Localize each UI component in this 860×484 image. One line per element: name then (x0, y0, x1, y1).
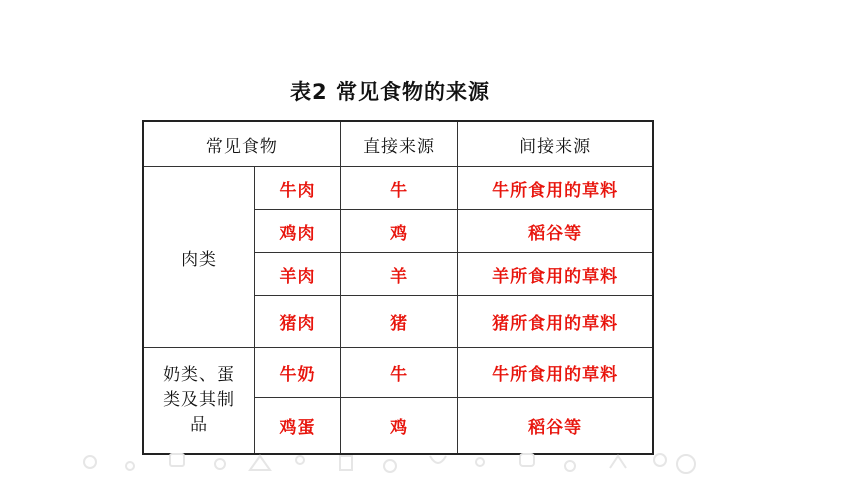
indirect-source-cell: 牛所食用的草料 (458, 167, 653, 210)
category-cell: 肉类 (143, 167, 255, 348)
indirect-source-cell: 羊所食用的草料 (458, 253, 653, 296)
food-cell: 鸡蛋 (255, 398, 341, 454)
food-cell: 鸡肉 (255, 210, 341, 253)
food-source-table (142, 120, 654, 455)
category-line: 品 (190, 414, 209, 435)
direct-source-cell: 牛 (340, 348, 458, 398)
category-line: 类及其制 (163, 389, 236, 410)
table-row (143, 167, 653, 210)
table-row (143, 348, 653, 398)
direct-source-cell: 猪 (340, 296, 458, 348)
direct-source-cell: 羊 (340, 253, 458, 296)
background-doodles (0, 440, 860, 484)
food-cell: 牛奶 (255, 348, 341, 398)
category-line: 奶类、蛋 (163, 364, 236, 385)
header-indirect: 间接来源 (458, 121, 653, 167)
food-cell: 猪肉 (255, 296, 341, 348)
food-cell: 羊肉 (255, 253, 341, 296)
header-direct: 直接来源 (340, 121, 458, 167)
food-cell: 牛肉 (255, 167, 341, 210)
direct-source-cell: 牛 (340, 167, 458, 210)
category-cell (143, 348, 255, 454)
header-row (143, 121, 653, 167)
indirect-source-cell: 猪所食用的草料 (458, 296, 653, 348)
direct-source-cell: 鸡 (340, 398, 458, 454)
indirect-source-cell: 稻谷等 (458, 398, 653, 454)
indirect-source-cell: 牛所食用的草料 (458, 348, 653, 398)
direct-source-cell: 鸡 (340, 210, 458, 253)
header-food: 常见食物 (143, 121, 340, 167)
indirect-source-cell: 稻谷等 (458, 210, 653, 253)
table-title: 表2 常见食物的来源 (290, 80, 490, 104)
